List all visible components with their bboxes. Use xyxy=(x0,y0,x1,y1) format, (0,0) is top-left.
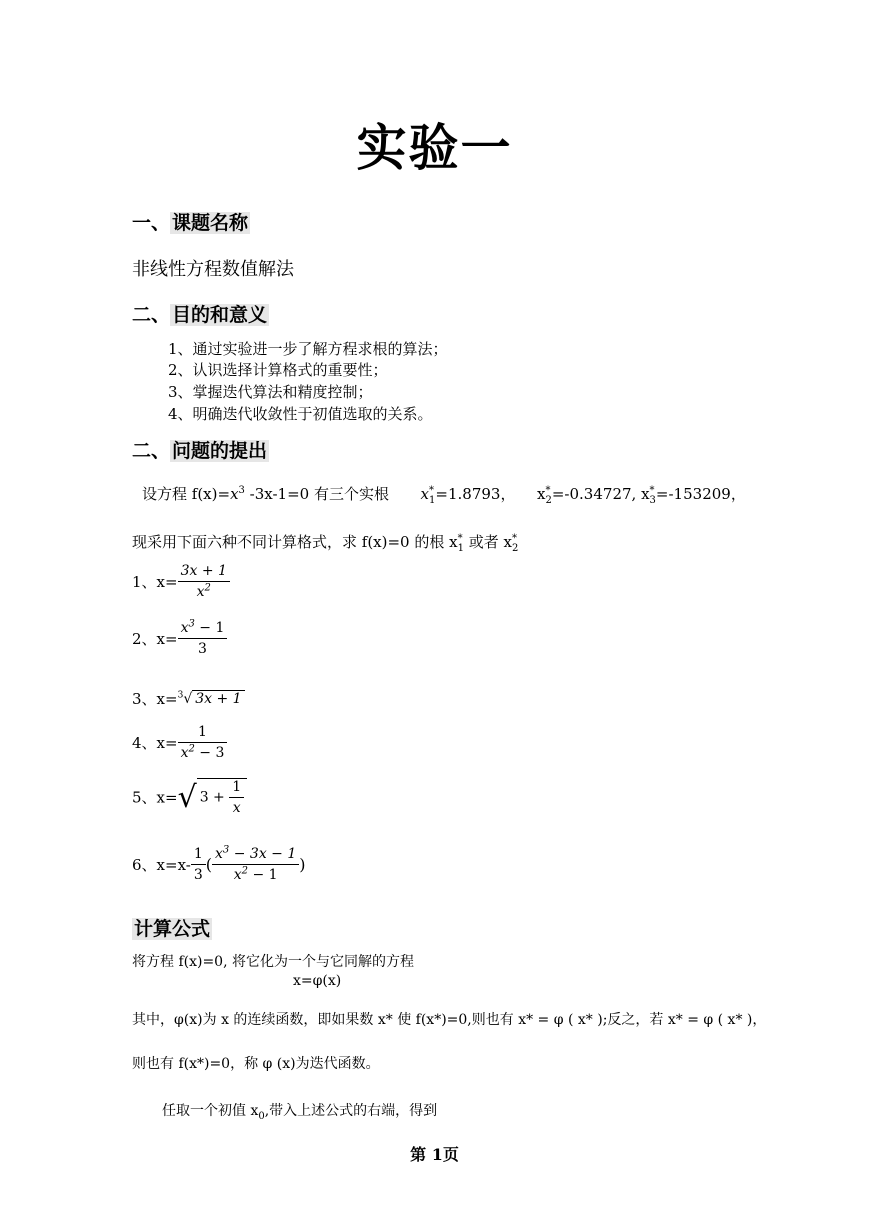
intro-x: x xyxy=(230,485,239,503)
formula-1-numerator: 3x + 1 xyxy=(178,563,230,582)
formula-2-num-base: x xyxy=(180,620,189,636)
root3-value: =-153209， xyxy=(655,485,746,503)
root1-sup: * xyxy=(429,485,435,496)
root3-sup: * xyxy=(649,485,655,496)
formula-6-rparen: ) xyxy=(299,855,306,874)
section3-heading xyxy=(132,436,269,463)
root1-sub: 1 xyxy=(429,495,436,506)
formula-6-num1: 1 xyxy=(191,846,206,865)
section4-heading xyxy=(132,914,212,941)
formula-3-cuberoot: $^3$√ 3x + 1 xyxy=(178,690,245,707)
section1-heading xyxy=(132,208,250,235)
formula-3-label: 3、x= xyxy=(132,690,178,708)
section2-number: 二、 xyxy=(132,304,171,326)
initial-value-line xyxy=(162,1100,437,1120)
initial-value-text-b: ,带入上述公式的右端，得到 xyxy=(264,1103,438,1119)
formula-6-fraction xyxy=(212,846,299,883)
formula-intro-line: 将方程 f(x)=0, 将它化为一个与它同解的方程 xyxy=(132,954,414,970)
formula-5-denominator: x xyxy=(232,800,241,816)
formula-6-one-third xyxy=(191,846,206,883)
section2-heading xyxy=(132,300,269,327)
formula-3-root-index: 3 xyxy=(177,690,184,701)
root3-var: x xyxy=(641,485,650,503)
formula-2-num-exp: 3 xyxy=(188,618,195,630)
section3-heading-text: 问题的提出 xyxy=(172,440,268,462)
formula-4 xyxy=(132,724,227,761)
formula-6-den-base: x xyxy=(233,867,242,883)
formula-2-label: 2、x= xyxy=(132,630,178,648)
line2-sup1: * xyxy=(457,533,463,544)
formula-6-label: 6、x=x- xyxy=(132,856,191,874)
section3-number: 二、 xyxy=(132,440,171,462)
formula-5-label: 5、x= xyxy=(132,788,178,807)
purpose-item-1: 1、通过实验进一步了解方程求根的算法； xyxy=(168,340,448,358)
problem-line2 xyxy=(132,531,518,552)
root2-value: =-0.34727, xyxy=(551,485,637,503)
root1-var: x xyxy=(420,485,430,503)
formula-5-numerator: 1 xyxy=(229,779,244,798)
formula-6-num-rest: − 3x − 1 xyxy=(229,846,297,862)
initial-value-sub: 0 xyxy=(258,1110,265,1122)
root2-sub: 2 xyxy=(545,495,552,506)
formula-1-label: 1、x= xyxy=(132,573,178,591)
page-number: 第 1页 xyxy=(410,1145,459,1164)
formula-4-label: 4、x= xyxy=(132,734,178,752)
formula-4-den-rest: − 3 xyxy=(194,745,225,761)
intro-text-a: 设方程 f(x)= xyxy=(142,485,231,503)
formula-2-num-rest: − 1 xyxy=(194,620,225,636)
root2-var: x xyxy=(537,485,546,503)
iteration-equation: x=φ(x) xyxy=(293,973,342,989)
formula-6-lparen: ( xyxy=(205,855,213,874)
line2-sub1: 1 xyxy=(457,543,464,554)
purpose-item-2: 2、认识选择计算格式的重要性； xyxy=(168,361,388,379)
section1-number: 一、 xyxy=(132,212,171,234)
root2-sup: * xyxy=(545,485,551,496)
section1-content: 非线性方程数值解法 xyxy=(132,259,294,280)
formula-6-den-rest: − 1 xyxy=(248,867,278,883)
formula-4-den-exp: 2 xyxy=(188,743,195,755)
section1-heading-text: 课题名称 xyxy=(172,212,249,234)
line2-sub2: 2 xyxy=(511,543,519,554)
purpose-item-3: 3、掌握迭代算法和精度控制； xyxy=(168,383,373,401)
formula-6-num-exp: 3 xyxy=(222,844,230,856)
formula-6-num-base: x xyxy=(215,846,223,862)
purpose-item-4: 4、明确迭代收敛性于初值选取的关系。 xyxy=(168,405,433,423)
formula-5-sqrt: √ 3 + $\frac{1}{x}$ xyxy=(178,778,248,816)
section4-heading-text: 计算公式 xyxy=(134,918,211,940)
formula-3 xyxy=(132,688,245,709)
formula-3-radicand: 3x + 1 xyxy=(192,690,244,707)
formula-6-den1: 3 xyxy=(193,867,203,883)
root3-sub: 3 xyxy=(649,495,656,506)
formula-6 xyxy=(132,846,306,883)
page-title: 实验一 xyxy=(356,118,513,177)
intro-text-b: -3x-1=0 有三个实根 xyxy=(244,485,389,503)
formula-2 xyxy=(132,620,227,657)
formula-1 xyxy=(132,563,230,600)
formula-1-fraction xyxy=(178,563,230,600)
line2-text-b: 或者 x xyxy=(463,533,512,551)
intro-exponent: 3 xyxy=(238,485,245,496)
formula-1-den-base: x xyxy=(196,584,205,600)
initial-value-text-a: 任取一个初值 x xyxy=(162,1103,259,1119)
section2-heading-text: 目的和意义 xyxy=(172,304,268,326)
formula-5 xyxy=(132,778,247,816)
formula-6-den-exp: 2 xyxy=(241,865,249,877)
iteration-function-line: 则也有 f(x*)=0，称 φ (x)为迭代函数。 xyxy=(132,1056,380,1072)
formula-5-prefix: 3 + xyxy=(199,789,230,806)
line2-text-a: 现采用下面六种不同计算格式，求 f(x)=0 的根 x xyxy=(132,533,458,551)
line2-sup2: * xyxy=(511,533,517,544)
formula-4-den-base: x xyxy=(180,745,189,761)
formula-description-line: 其中，φ(x)为 x 的连续函数，即如果数 x* 使 f(x*)=0,则也有 x* = φ ( x* );反之，若 x* = φ ( x* )， xyxy=(132,1012,767,1028)
root1-value: =1.8793， xyxy=(435,485,516,503)
problem-intro xyxy=(142,483,746,504)
formula-4-fraction xyxy=(178,724,228,761)
formula-1-den-exp: 2 xyxy=(204,582,211,594)
formula-4-numerator: 1 xyxy=(178,724,228,743)
formula-2-fraction xyxy=(178,620,228,657)
formula-2-denominator: 3 xyxy=(198,641,207,657)
